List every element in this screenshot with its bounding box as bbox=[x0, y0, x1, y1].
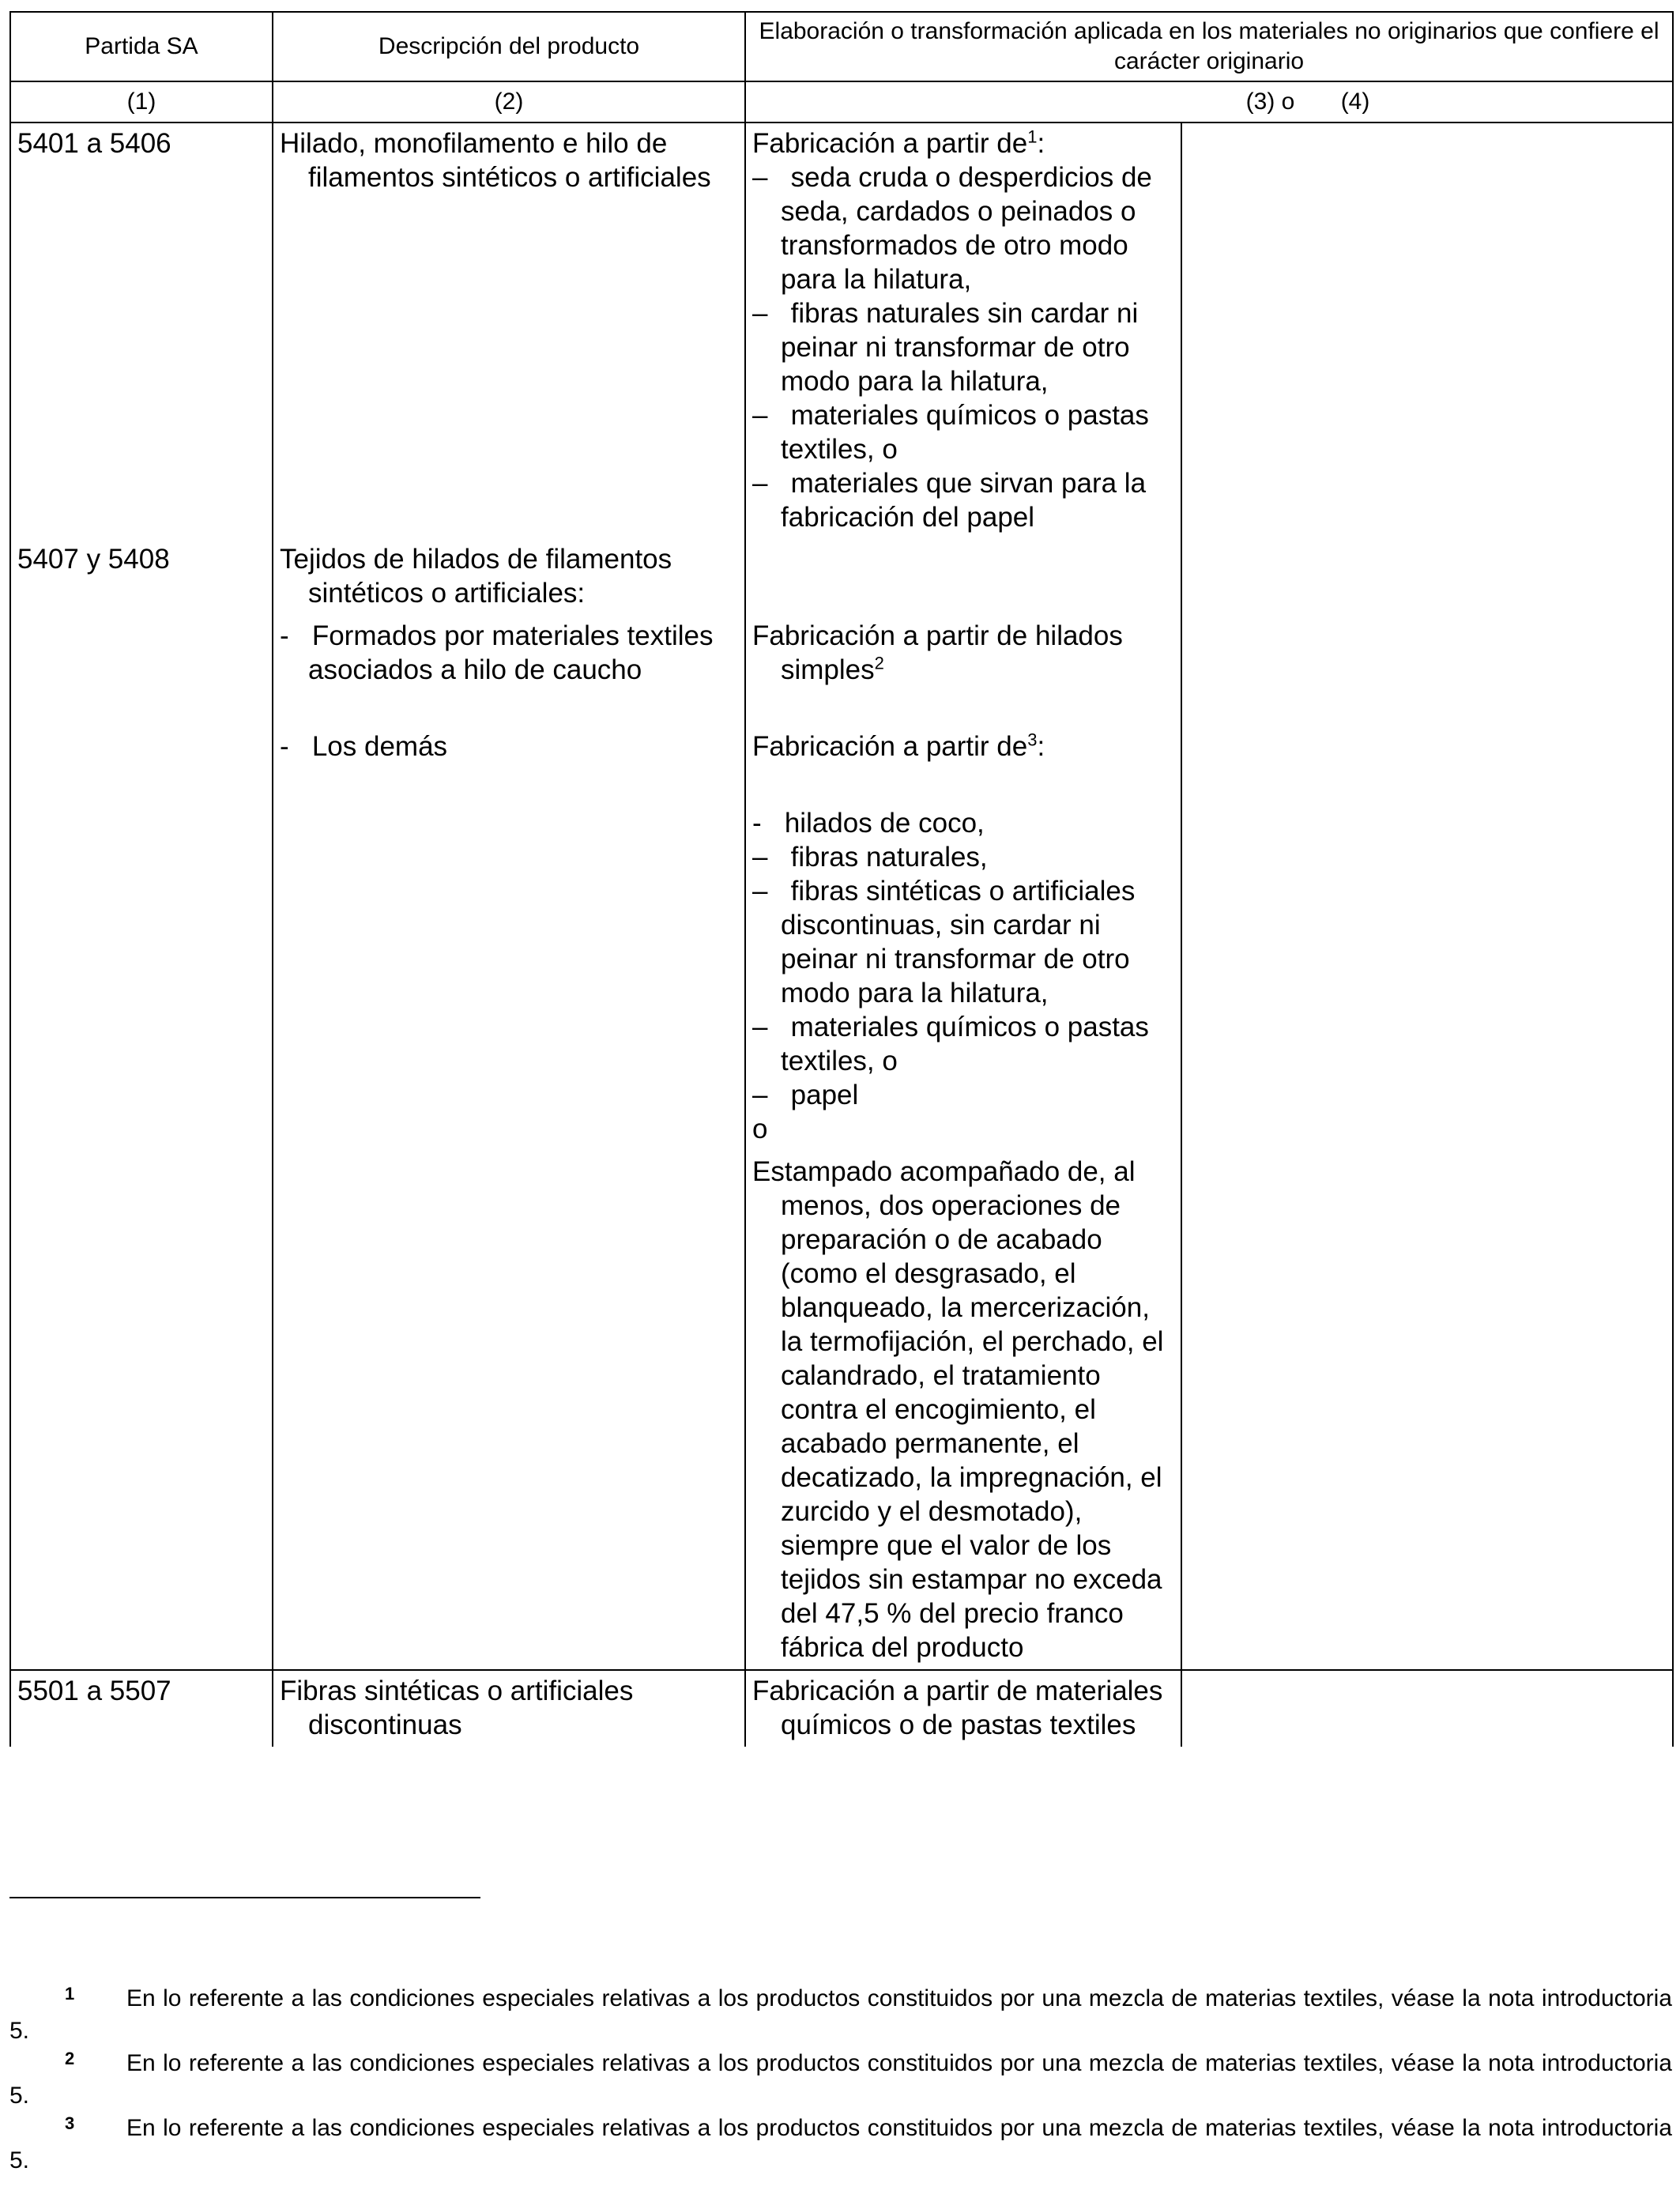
header-num-3-4 bbox=[745, 81, 1673, 123]
sub-description: - Los demás bbox=[280, 731, 448, 762]
footnote bbox=[9, 2112, 1672, 2177]
rule-text: Fabricación a partir de materiales químicos o de pastas textiles bbox=[752, 1676, 1163, 1740]
table-header-row bbox=[10, 12, 1673, 81]
table-row bbox=[10, 1670, 1673, 1747]
footnote-text: En lo referente a las condiciones especiales relativas a los productos constituidos por una mezcla de materias textiles, véase la nota introductoria 5. bbox=[9, 2050, 1672, 2109]
hs-code: 5501 a 5507 bbox=[10, 1670, 273, 1747]
table-row bbox=[10, 539, 1673, 1670]
rule-text: Fabricación a partir de hilados simples$^2$ bbox=[752, 620, 1123, 685]
hs-code: 5401 a 5406 bbox=[10, 123, 273, 539]
processing-rule bbox=[745, 1670, 1181, 1747]
list-item: – materiales que sirvan para la fabricación del papel bbox=[752, 468, 1147, 533]
description-text: Hilado, monofilamento e hilo de filamentos sintéticos o artificiales bbox=[280, 128, 711, 193]
footnote bbox=[9, 1982, 1672, 2047]
list-item: - hilados de coco, bbox=[752, 808, 985, 839]
footnote-text: En lo referente a las condiciones especiales relativas a los productos constituidos por una mezcla de materias textiles, véase la nota introductoria 5. bbox=[9, 1985, 1672, 2044]
header-num-4: (4) bbox=[1340, 89, 1370, 115]
alternative-rule bbox=[1181, 1670, 1673, 1747]
processing-rule bbox=[745, 123, 1181, 539]
or-connector: o bbox=[752, 1114, 768, 1144]
list-item: – fibras naturales sin cardar ni peinar ni transformar de otro modo para la hilatura, bbox=[752, 298, 1139, 397]
footnote-mark: 1 bbox=[65, 1984, 75, 2004]
header-descripcion: Descripción del producto bbox=[273, 12, 745, 81]
list-item: – materiales químicos o pastas textiles, o bbox=[752, 1012, 1149, 1076]
footnote-ref-3: 3 bbox=[1027, 729, 1038, 750]
product-description bbox=[273, 539, 745, 1670]
table-column-numbers-row bbox=[10, 81, 1673, 123]
footnote-mark: 3 bbox=[65, 2113, 75, 2133]
alternative-rule bbox=[1181, 539, 1673, 1670]
footnote-mark: 2 bbox=[65, 2049, 75, 2068]
header-num-2: (2) bbox=[273, 81, 745, 123]
footnote-separator bbox=[9, 1897, 480, 1898]
description-text: Tejidos de hilados de filamentos sintéticos o artificiales: bbox=[280, 544, 672, 609]
alternative-rule bbox=[1181, 123, 1673, 539]
list-item: – papel bbox=[752, 1080, 859, 1110]
footnotes bbox=[9, 1982, 1672, 2177]
list-item: – materiales químicos o pastas textiles, o bbox=[752, 400, 1149, 465]
header-num-3: (3) o bbox=[1245, 89, 1295, 115]
product-description bbox=[273, 1670, 745, 1747]
alternative-rule-text: Estampado acompañado de, al menos, dos operaciones de preparación o de acabado (como el desgrasado, el blanqueado, la mercerización, la termofijación, el perchado, el calandrado, el tratamiento contra el encogimiento, el acabado permanente, el decatizado, la impregnación, el zurcido y el desmotado), siempre que el valor de los tejidos sin estampar no exceda del 47,5 % del precio franco fábrica del producto bbox=[752, 1156, 1164, 1663]
list-item: – seda cruda o desperdicios de seda, cardados o peinados o transformados de otro modo para la hilatura, bbox=[752, 162, 1152, 295]
table-row bbox=[10, 123, 1673, 539]
footnote-text: En lo referente a las condiciones especiales relativas a los productos constituidos por una mezcla de materias textiles, véase la nota introductoria 5. bbox=[9, 2115, 1672, 2173]
rule-intro: Fabricación a partir $de^1$: bbox=[752, 126, 1045, 159]
header-partida: Partida SA bbox=[10, 12, 273, 81]
header-num-1: (1) bbox=[10, 81, 273, 123]
processing-rule bbox=[745, 539, 1181, 1670]
description-text: Fibras sintéticas o artificiales discontinuas bbox=[280, 1676, 634, 1740]
hs-code: 5407 y 5408 bbox=[10, 539, 273, 1670]
rules-of-origin-table bbox=[9, 11, 1674, 1747]
footnote bbox=[9, 2047, 1672, 2112]
list-item: – fibras naturales, bbox=[752, 842, 988, 873]
rule-intro: Fabricación a partir $de^3$: bbox=[752, 729, 1045, 762]
footnote-ref-2: 2 bbox=[874, 653, 884, 673]
header-elaboracion: Elaboración o transformación aplicada en los materiales no originarios que confiere el carácter originario bbox=[745, 12, 1673, 81]
list-item: – fibras sintéticas o artificiales discontinuas, sin cardar ni peinar ni transformar de otro modo para la hilatura, bbox=[752, 876, 1136, 1008]
footnote-ref-1: 1 bbox=[1027, 126, 1038, 147]
product-description bbox=[273, 123, 745, 539]
sub-description: - Formados por materiales textiles asociados a hilo de caucho bbox=[280, 620, 714, 685]
